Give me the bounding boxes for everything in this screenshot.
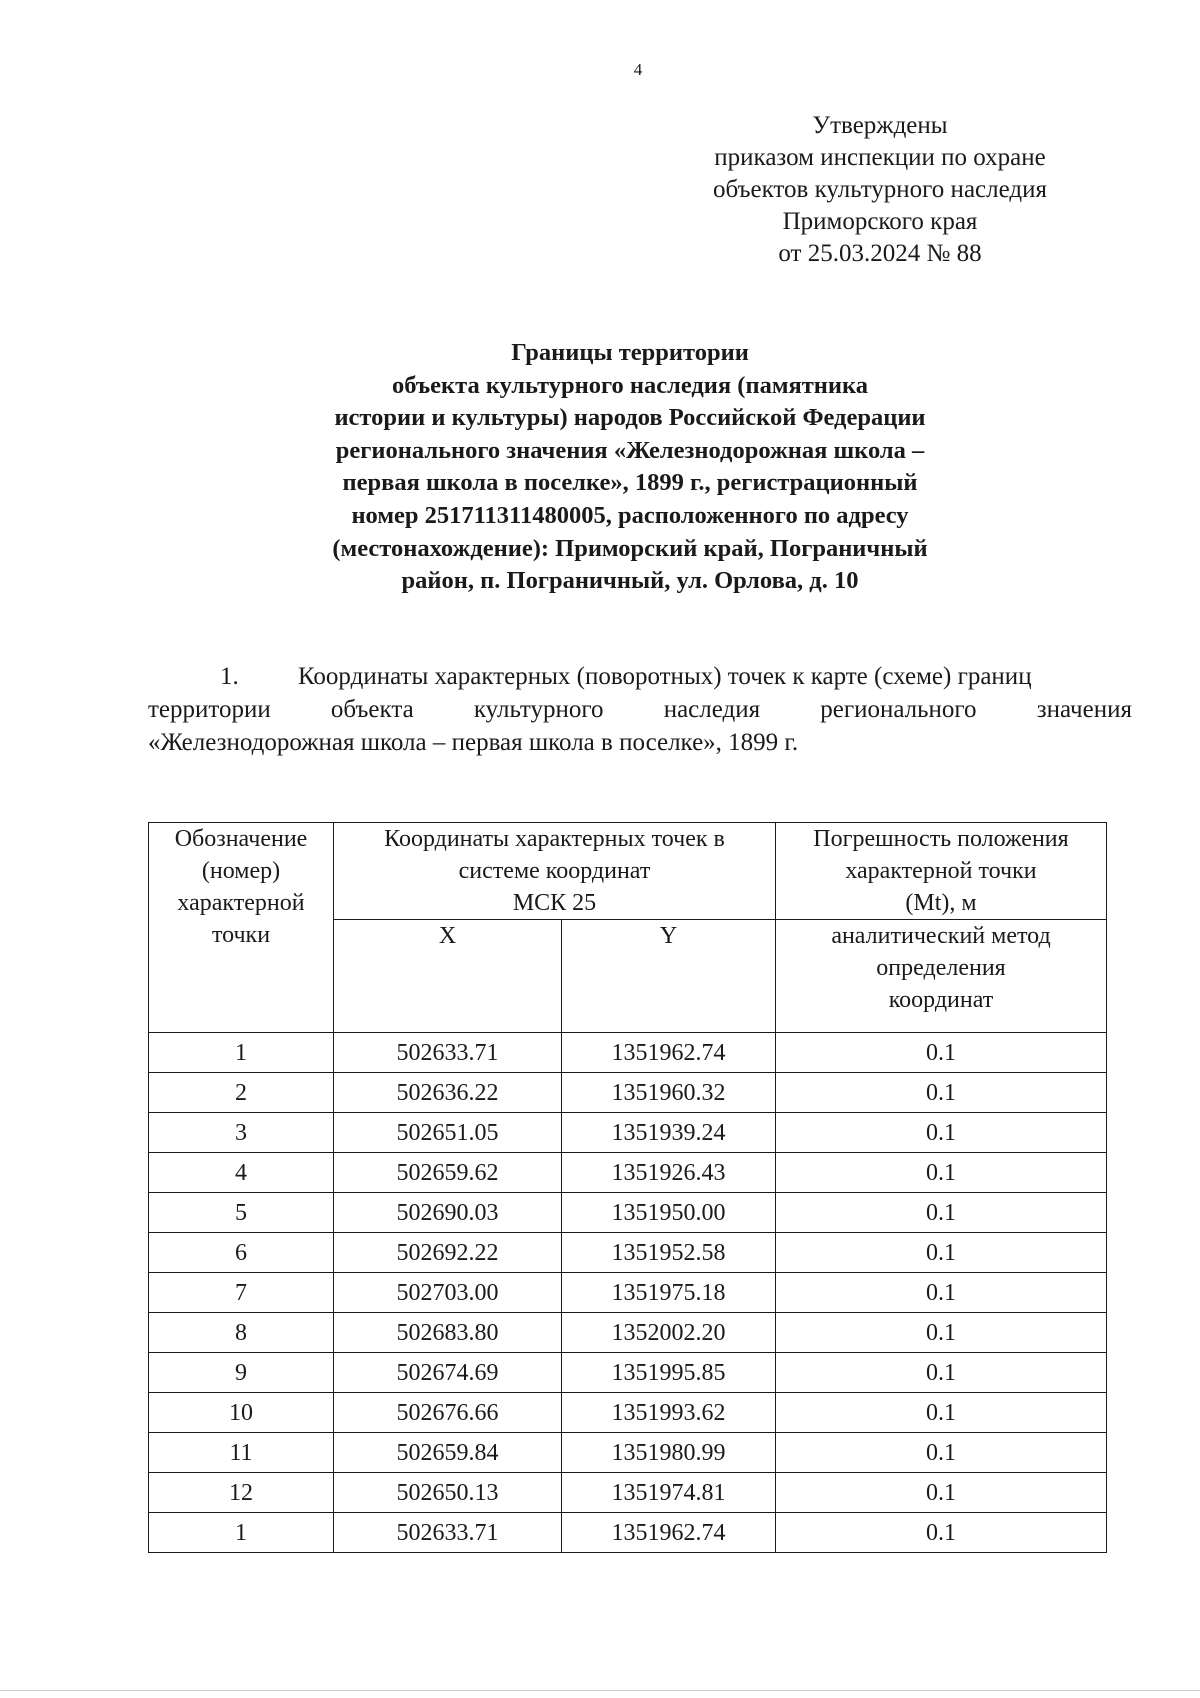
approval-block	[680, 110, 1080, 270]
cell-point-number: 7	[149, 1273, 334, 1313]
header-y: Y	[562, 920, 776, 1033]
header-method: аналитический метод определения координат	[776, 920, 1107, 1033]
header-x: X	[334, 920, 562, 1033]
cell-point-number: 5	[149, 1193, 334, 1233]
cell-mt: 0.1	[776, 1513, 1107, 1553]
cell-mt: 0.1	[776, 1193, 1107, 1233]
table-row	[149, 1393, 1107, 1433]
cell-mt: 0.1	[776, 1233, 1107, 1273]
paragraph-1	[148, 660, 1132, 759]
cell-point-number: 1	[149, 1513, 334, 1553]
paragraph-word: значения	[1036, 696, 1132, 723]
cell-mt: 0.1	[776, 1073, 1107, 1113]
cell-y: 1351974.81	[562, 1473, 776, 1513]
cell-x: 502659.62	[334, 1153, 562, 1193]
cell-x: 502683.80	[334, 1313, 562, 1353]
title-line: объекта культурного наследия (памятника	[391, 371, 869, 399]
table-header-row	[149, 823, 1107, 920]
cell-y: 1351960.32	[562, 1073, 776, 1113]
cell-x: 502692.22	[334, 1233, 562, 1273]
paragraph-word: объекта	[330, 696, 414, 723]
cell-y: 1352002.20	[562, 1313, 776, 1353]
paragraph-number: 1.	[220, 663, 239, 690]
cell-x: 502674.69	[334, 1353, 562, 1393]
cell-x: 502633.71	[334, 1033, 562, 1073]
paragraph-word: культурного	[473, 696, 604, 723]
cell-mt: 0.1	[776, 1353, 1107, 1393]
cell-y: 1351939.24	[562, 1113, 776, 1153]
document-title	[200, 337, 1060, 598]
coordinates-table	[148, 822, 1107, 1553]
cell-mt: 0.1	[776, 1473, 1107, 1513]
cell-y: 1351962.74	[562, 1033, 776, 1073]
cell-point-number: 2	[149, 1073, 334, 1113]
cell-y: 1351926.43	[562, 1153, 776, 1193]
title-line: первая школа в поселке», 1899 г., регистрационный	[342, 469, 918, 497]
header-point-designation: Обозначение (номер) характерной точки	[149, 823, 334, 1033]
approval-line: приказом инспекции по охране	[714, 144, 1046, 171]
cell-x: 502651.05	[334, 1113, 562, 1153]
cell-mt: 0.1	[776, 1393, 1107, 1433]
cell-point-number: 12	[149, 1473, 334, 1513]
cell-x: 502633.71	[334, 1513, 562, 1553]
cell-y: 1351980.99	[562, 1433, 776, 1473]
cell-point-number: 8	[149, 1313, 334, 1353]
cell-y: 1351952.58	[562, 1233, 776, 1273]
table-row	[149, 1353, 1107, 1393]
cell-point-number: 3	[149, 1113, 334, 1153]
cell-mt: 0.1	[776, 1313, 1107, 1353]
title-line: истории и культуры) народов Российской Федерации	[334, 404, 926, 432]
table-row	[149, 1193, 1107, 1233]
table-row	[149, 1073, 1107, 1113]
paragraph-line-3: «Железнодорожная школа – первая школа в поселке», 1899 г.	[148, 729, 799, 756]
table-row	[149, 1433, 1107, 1473]
title-line: регионального значения «Железнодорожная школа –	[335, 436, 925, 464]
cell-mt: 0.1	[776, 1273, 1107, 1313]
table-row	[149, 1153, 1107, 1193]
table-row	[149, 1513, 1107, 1553]
cell-point-number: 6	[149, 1233, 334, 1273]
page-number: 4	[633, 60, 643, 79]
cell-x: 502690.03	[334, 1193, 562, 1233]
cell-point-number: 10	[149, 1393, 334, 1433]
approval-line: Приморского края	[782, 208, 978, 235]
approval-line: объектов культурного наследия	[713, 176, 1047, 203]
cell-x: 502659.84	[334, 1433, 562, 1473]
cell-point-number: 1	[149, 1033, 334, 1073]
cell-mt: 0.1	[776, 1113, 1107, 1153]
title-line: (местонахождение): Приморский край, Пограничный	[332, 534, 928, 562]
cell-y: 1351995.85	[562, 1353, 776, 1393]
cell-point-number: 11	[149, 1433, 334, 1473]
cell-x: 502650.13	[334, 1473, 562, 1513]
table-row	[149, 1273, 1107, 1313]
cell-y: 1351993.62	[562, 1393, 776, 1433]
paragraph-word: наследия	[663, 696, 761, 723]
title-line: Границы территории	[511, 339, 749, 366]
cell-y: 1351950.00	[562, 1193, 776, 1233]
cell-x: 502703.00	[334, 1273, 562, 1313]
table-row	[149, 1033, 1107, 1073]
cell-point-number: 9	[149, 1353, 334, 1393]
approval-line: Утверждены	[812, 112, 948, 139]
paragraph-line-2	[148, 693, 1132, 726]
cell-y: 1351962.74	[562, 1513, 776, 1553]
cell-mt: 0.1	[776, 1433, 1107, 1473]
page-bottom-edge	[0, 1690, 1200, 1691]
table-row	[149, 1233, 1107, 1273]
title-line: район, п. Пограничный, ул. Орлова, д. 10	[401, 567, 859, 595]
table-row	[149, 1473, 1107, 1513]
cell-mt: 0.1	[776, 1153, 1107, 1193]
header-coordinates: Координаты характерных точек в системе координат МСК 25	[334, 823, 776, 920]
cell-y: 1351975.18	[562, 1273, 776, 1313]
cell-point-number: 4	[149, 1153, 334, 1193]
header-position-error: Погрешность положения характерной точки (Mt), м	[776, 823, 1107, 920]
title-line: номер 251711311480005, расположенного по адресу	[351, 501, 909, 529]
approval-line: от 25.03.2024 № 88	[778, 240, 982, 267]
table-row	[149, 1313, 1107, 1353]
cell-x: 502636.22	[334, 1073, 562, 1113]
paragraph-text: Координаты характерных (поворотных) точек к карте (схеме) границ	[298, 663, 1032, 690]
table-row	[149, 1113, 1107, 1153]
paragraph-line-1	[148, 660, 1132, 693]
paragraph-word: территории	[148, 696, 271, 723]
cell-x: 502676.66	[334, 1393, 562, 1433]
cell-mt: 0.1	[776, 1033, 1107, 1073]
paragraph-word: регионального	[820, 696, 977, 723]
